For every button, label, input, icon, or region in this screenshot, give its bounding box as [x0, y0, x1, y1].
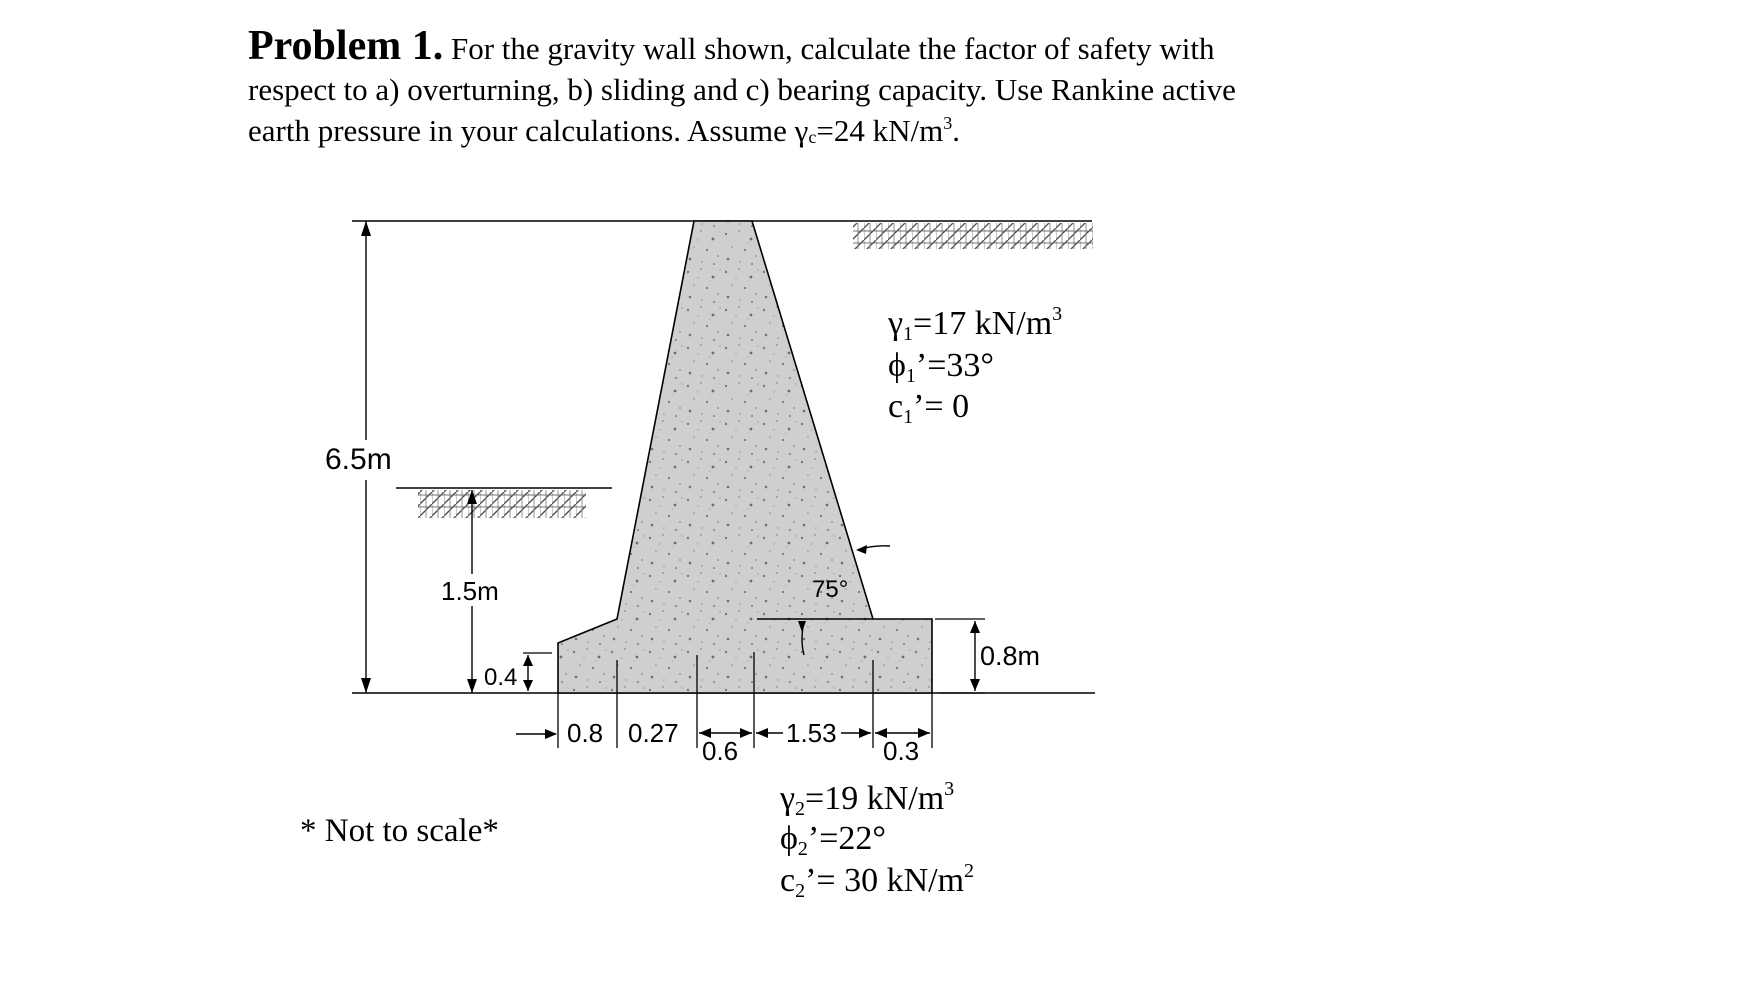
- angle-arrowhead-upper: [856, 545, 867, 554]
- gravity-wall-body: [558, 221, 932, 693]
- dim-0-6-arrow-right: [740, 728, 752, 738]
- problem-text-3-sub: c: [808, 127, 817, 147]
- soil1-cohesion: c1’= 0: [888, 388, 970, 428]
- backfill-hatch: [853, 223, 1093, 249]
- soil2-friction-angle: ϕ2’=22°: [780, 820, 886, 860]
- soil1-unit-weight: γ1=17 $kN/m^3$: [888, 303, 1063, 345]
- angle-label: 75°: [812, 576, 849, 603]
- dim-label-top-width: 0.6: [702, 736, 739, 766]
- dim-label-back-slope: 1.53: [786, 718, 837, 748]
- dim-0-3-arrow-right: [918, 728, 930, 738]
- problem-line-2: respect to a) overturning, b) sliding and c) bearing capacity. Use Rankine active: [248, 72, 1236, 107]
- base-thickness-label: 0.8m: [980, 641, 1041, 671]
- dim-label-heel: 0.3: [883, 736, 920, 766]
- overall-height-label: 6.5m: [325, 443, 392, 476]
- toe-height-label: 0.4: [484, 664, 518, 691]
- problem-text-3a: earth pressure in your calculations. Assume γ: [248, 113, 809, 148]
- dim-leader-left-arrow: [545, 729, 557, 739]
- toe-height-arrow-top: [523, 655, 533, 666]
- dim-label-toe: 0.8: [567, 718, 604, 748]
- front-depth-arrow-bottom: [467, 679, 477, 693]
- problem-text-3c: .: [952, 113, 960, 148]
- not-to-scale-note: * Not to scale*: [300, 813, 499, 849]
- problem-text-1: For the gravity wall shown, calculate the factor of safety with: [450, 31, 1215, 66]
- soil1-friction-angle: ϕ1’=33°: [888, 347, 994, 387]
- base-thickness-arrow-bottom: [970, 679, 980, 691]
- overall-height-arrow-bottom: [361, 678, 371, 693]
- toe-height-arrow-bottom: [523, 680, 533, 691]
- dim-label-slope: 0.27: [628, 718, 679, 748]
- overall-height-arrow-top: [361, 221, 371, 236]
- problem-text-3b: =24 kN/m: [816, 113, 944, 148]
- front-depth-label: 1.5m: [441, 576, 499, 606]
- base-thickness-arrow-top: [970, 621, 980, 633]
- problem-title: Problem 1.: [248, 23, 444, 69]
- front-soil-hatch: [418, 490, 586, 518]
- problem-text-3-sup: 3: [943, 113, 953, 133]
- dim-1-53-arrow-right: [859, 728, 871, 738]
- soil2-unit-weight: γ2=19 $kN/m^3$: [780, 778, 955, 820]
- dim-1-53-arrow-left: [756, 728, 768, 738]
- soil2-cohesion: c2’= 30 $kN/m^2$: [780, 860, 975, 902]
